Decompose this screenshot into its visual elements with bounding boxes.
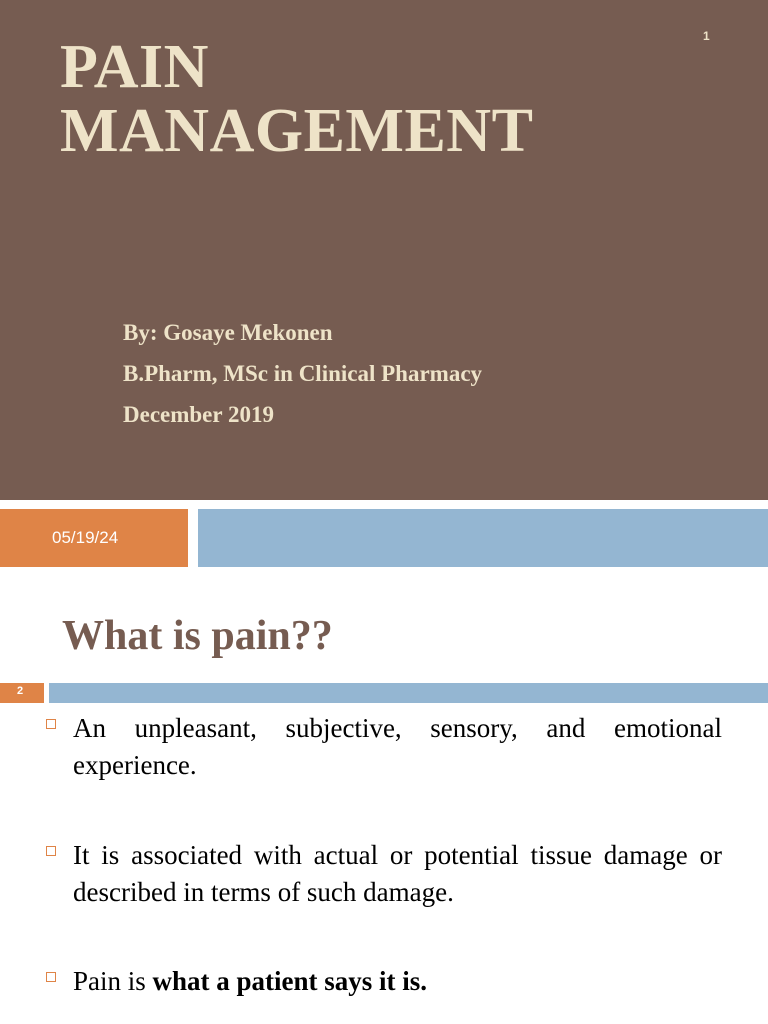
footer-date: 05/19/24 xyxy=(52,528,119,547)
title-line-2: MANAGEMENT xyxy=(60,96,534,165)
slide-2 xyxy=(0,568,768,1024)
bullet-text: An unpleasant, subjective, sensory, and emotional experience. xyxy=(73,713,722,780)
title-underline-bar xyxy=(49,683,768,703)
bullet-item xyxy=(46,963,722,1000)
bullet-text: It is associated with actual or potential tissue damage or described in terms of such damage. xyxy=(73,840,722,907)
slide-title: What is pain?? xyxy=(62,613,333,659)
slide-number: 2 xyxy=(17,685,24,697)
square-bullet-icon xyxy=(46,972,56,982)
bullet-text-emphasis: what a patient says it is. xyxy=(152,966,428,996)
byline-block xyxy=(123,312,482,435)
bullet-text xyxy=(46,963,722,1000)
square-bullet-icon xyxy=(46,719,56,729)
bullet-item xyxy=(46,837,722,911)
slide-number-box xyxy=(0,683,44,703)
credentials-line: B.Pharm, MSc in Clinical Pharmacy xyxy=(123,361,483,386)
footer-date-box xyxy=(0,509,188,567)
author-line: By: Gosaye Mekonen xyxy=(123,320,333,345)
title-panel xyxy=(0,0,768,500)
title-line-1: PAIN xyxy=(60,33,209,101)
date-line: December 2019 xyxy=(123,402,274,427)
bullet-item xyxy=(46,710,722,784)
slide-title xyxy=(60,33,534,165)
square-bullet-icon xyxy=(46,846,56,856)
bullet-text-prefix: Pain is xyxy=(73,966,153,996)
footer-accent-bar xyxy=(198,509,768,567)
slide-number: 1 xyxy=(703,29,710,43)
